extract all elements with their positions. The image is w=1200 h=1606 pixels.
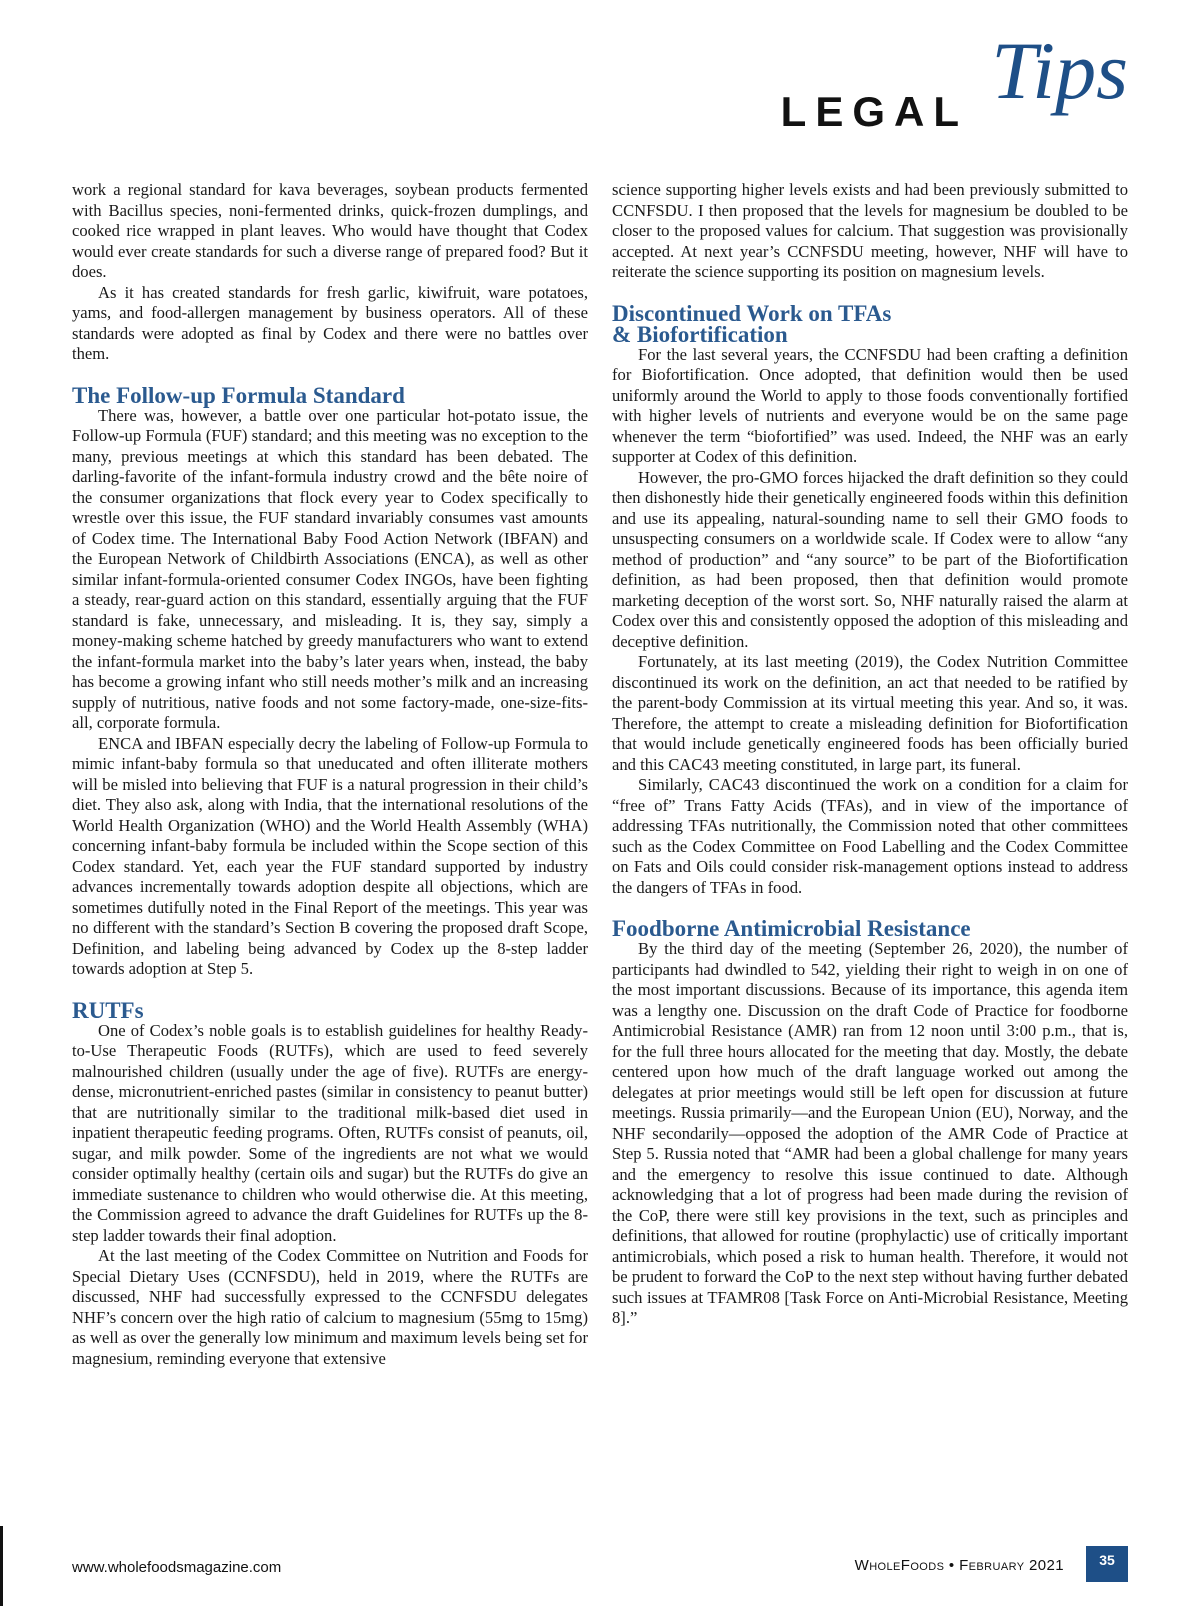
paragraph: However, the pro-GMO forces hijacked the draft definition so they could then dishonestly hide their genetically engineered foods within this definition and use its appealing, natural-sounding name to sell their GMO foods to unsuspecting consumers on a worldwide scale. If Codex were to allow “any method of production” and “any source” to be part of the Biofortification definition, as had been proposed, then that definition would promote marketing deception of the worst sort. So, NHF naturally raised the alarm at Codex over this and consistently opposed the adoption of this misleading and deceptive definition. xyxy=(612,467,1128,651)
heading-tfas-biofortification xyxy=(612,300,1128,347)
heading-rutfs: RUTFs xyxy=(72,997,144,1023)
heading-line: Discontinued Work on TFAs xyxy=(612,300,892,326)
paragraph: There was, however, a battle over one particular hot-potato issue, the Follow-up Formula (FUF) standard; and this meeting was no exception to the many, previous meetings at which this standard has been debated. The darling-favorite of the infant-formula industry crowd and the bête noire of the consumer organizations that flock every year to Codex specifically to wrestle over this issue, the FUF standard invariably consumes vast amounts of Codex time. The International Baby Food Action Network (IBFAN) and the European Network of Childbirth Associations (ENCA), as well as other similar infant-formula-oriented consumer Codex INGOs, have been fighting a steady, rear-guard action on this standard, essentially arguing that the FUF standard is fake, unnecessary, and misleading. It is, they say, simply a money-making scheme hatched by greedy manufacturers who want to extend the infant-formula market into the baby’s later years when, instead, the baby has become a growing infant who still needs mother’s milk and an increasing supply of nutritious, native foods and not some factory-made, one-size-fits-all, corporate formula. xyxy=(72,405,588,732)
page-edge-divider xyxy=(0,1526,3,1606)
paragraph: Similarly, CAC43 discontinued the work on a condition for a claim for “free of” Trans Fatty Acids (TFAs), and in view of the importance of addressing TFAs nutritionally, the Commission noted that other committees such as the Codex Committee on Food Labelling and the Codex Committee on Fats and Oils could consider risk-management options instead to address the dangers of TFAs in food. xyxy=(612,775,1128,897)
heading-antimicrobial-resistance: Foodborne Antimicrobial Resistance xyxy=(612,916,971,941)
paragraph: Fortunately, at its last meeting (2019), the Codex Nutrition Committee discontinued its work on the definition, an act that needed to be ratified by the parent-body Commission at its virtual meeting this year. And so, it was. Therefore, the attempt to create a misleading definition for Biofortification that would include genetically engineered foods has been officially buried and this CAC43 meeting constituted, in large part, its funeral. xyxy=(612,652,1128,774)
paragraph: For the last several years, the CCNFSDU had been crafting a definition for Biofortification. Once adopted, that definition would then be used uniformly around the World to apply to those foods conventionally fortified with higher levels of nutrients and everyone would be on the same page whenever the term “biofortified” was used. Indeed, the NHF was an early supporter at Codex of this definition. xyxy=(612,344,1128,466)
paragraph: At the last meeting of the Codex Committee on Nutrition and Foods for Special Dietary Uses (CCNFSDU), held in 2019, where the RUTFs are discussed, NHF had successfully expressed to the CCNFSDU delegates NHF’s concern over the high ratio of calcium to magnesium (55mg to 15mg) as well as over the generally low minimum and maximum levels being set for magnesium, reminding everyone that extensive xyxy=(72,1246,588,1368)
paragraph: As it has created standards for fresh garlic, kiwifruit, ware potatoes, yams, and food-allergen management by business operators. All of these standards were adopted as final by Codex and there were no battles over them. xyxy=(72,282,588,363)
heading-follow-up-formula: The Follow-up Formula Standard xyxy=(72,382,405,408)
paragraph: work a regional standard for kava beverages, soybean products fermented with Bacillus species, noni-fermented drinks, quick-frozen dumplings, and cooked rice wrapped in plant leaves. Who would have thought that Codex would ever create standards for such a diverse range of prepared food? But it does. xyxy=(72,180,588,281)
heading-line: & Biofortification xyxy=(612,321,788,347)
footer-url[interactable]: www.wholefoodsmagazine.com xyxy=(72,1559,282,1576)
paragraph: By the third day of the meeting (September 26, 2020), the number of participants had dwindled to 542, yielding their right to weigh in on one of the most important discussions. Because of its importance, this agenda item was a lengthy one. Discussion on the draft Code of Practice for foodborne Antimicrobial Resistance (AMR) ran from 12 noon until 3:00 p.m., that is, for the full three hours allocated for the meeting that day. Mostly, the debate centered upon how much of the draft language worked out among the delegates at prior meetings would still be left open for discussion at future meetings. Russia primarily—and the European Union (EU), Norway, and the NHF secondarily—opposed the adoption of the AMR Code of Practice at Step 5. Russia noted that “AMR had been a global challenge for many years and the emergency to resolve this issue continued to date. Although acknowledging that a lot of progress had been made during the revision of the CoP, there were still key provisions in the text, such as principles and definitions, that allowed for routine (prophylactic) use of critically important antimicrobials, which posed a risk to human health. Therefore, it would not be prudent to forward the CoP to the next step without having further debated such issues at TFAMR08 [Task Force on Anti-Microbial Resistance, Meeting 8].” xyxy=(612,939,1128,1327)
footer-magazine-issue: WholeFoods • February 2021 xyxy=(854,1557,1064,1574)
paragraph: ENCA and IBFAN especially decry the labeling of Follow-up Formula to mimic infant-baby formula so that uneducated and often illiterate mothers will be misled into believing that FUF is a natural progression in their child’s diet. They also ask, along with India, that the international resolutions of the World Health Organization (WHO) and the World Health Assembly (WHA) concerning infant-baby formula be included within the Scope section of this Codex standard. Yet, each year the FUF standard supported by industry advances incrementally towards adoption despite all objections, which are sometimes dutifully noted in the Final Report of the meetings. This year was no different with the standard’s Section B covering the proposed draft Scope, Definition, and labeling being advanced by Codex up the 8-step ladder towards adoption at Step 5. xyxy=(72,733,588,978)
section-title-tips: Tips xyxy=(991,25,1128,116)
paragraph: One of Codex’s noble goals is to establish guidelines for healthy Ready-to-Use Therapeutic Foods (RUTFs), which are used to feed severely malnourished children (usually under the age of five). RUTFs are energy-dense, micronutrient-enriched pastes (similar in consistency to peanut butter) that are nutritionally similar to the traditional milk-based diet used in inpatient therapeutic feeding programs. Often, RUTFs consist of peanuts, oil, sugar, and milk powder. Some of the ingredients are not what we would consider optimally healthy (certain oils and sugar) but the RUTFs do give an immediate sustenance to children who would otherwise die. At this meeting, the Commission agreed to advance the draft Guidelines for RUTFs up the 8-step ladder towards their final adoption. xyxy=(72,1020,588,1245)
section-header xyxy=(768,25,1128,135)
left-column xyxy=(72,180,588,1369)
paragraph: science supporting higher levels exists and had been previously submitted to CCNFSDU. I then proposed that the levels for magnesium be doubled to be closer to the proposed values for calcium. That suggestion was provisionally accepted. At next year’s CCNFSDU meeting, however, NHF will have to reiterate the science supporting its position on magnesium levels. xyxy=(612,180,1128,281)
page-number: 35 xyxy=(1086,1546,1128,1582)
section-title-legal: LEGAL xyxy=(780,88,968,135)
right-column xyxy=(612,180,1128,1329)
